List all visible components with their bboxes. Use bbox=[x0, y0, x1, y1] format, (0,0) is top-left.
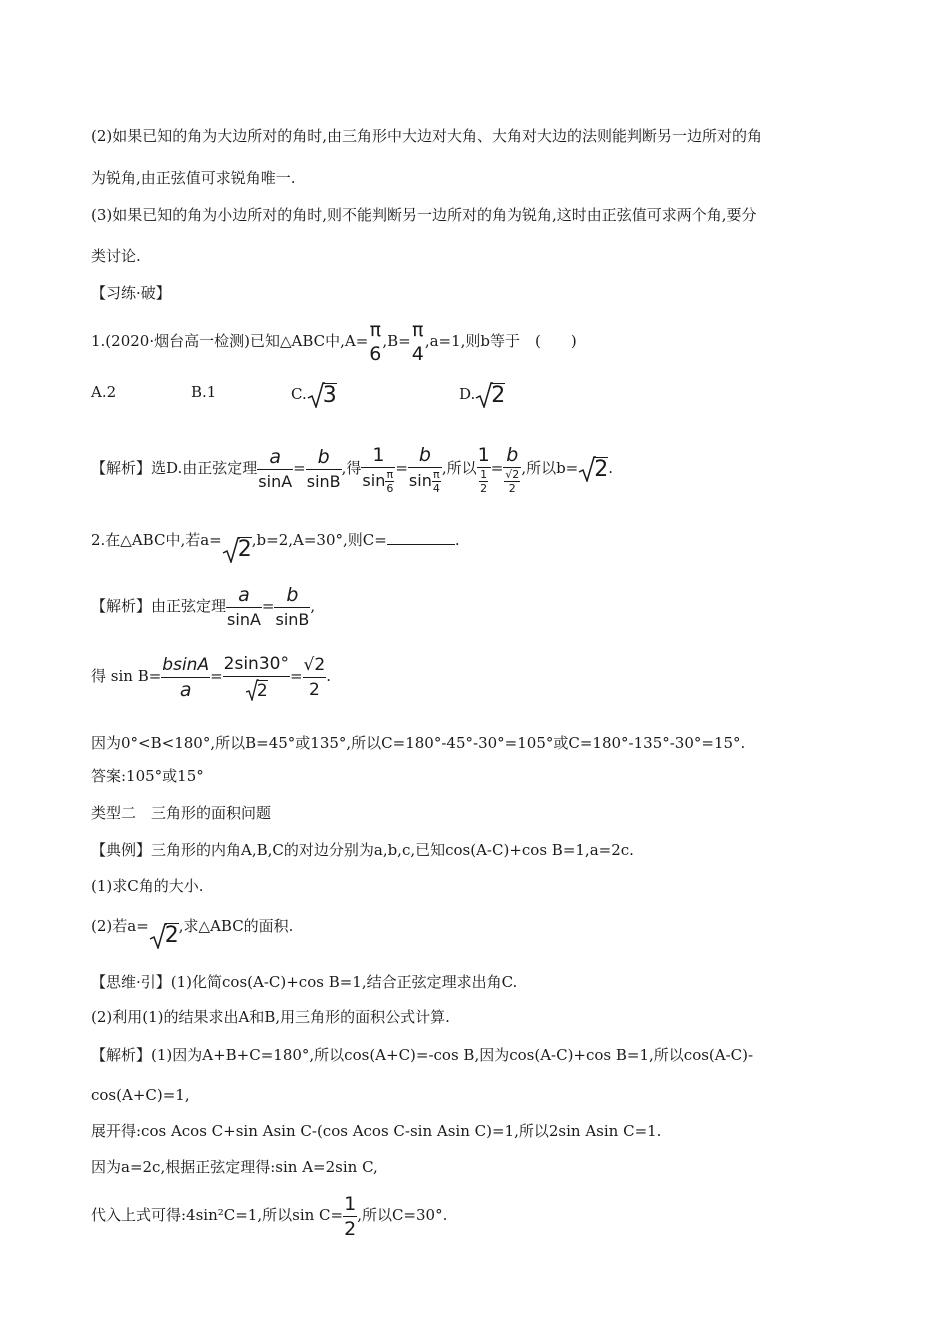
equals: = bbox=[289, 667, 303, 685]
frac-num: π bbox=[386, 468, 394, 481]
para-2-line-2: 为锐角,由正弦值可求锐角唯一. bbox=[91, 169, 296, 187]
option-d bbox=[459, 382, 505, 408]
sol2-text-1: 由正弦定理 bbox=[151, 597, 227, 615]
solution-tag: 【解析】 bbox=[91, 597, 152, 615]
fraction-2sin30-over-root2 bbox=[223, 652, 290, 702]
sol1-text-3: ,所以 bbox=[441, 459, 477, 477]
period: . bbox=[454, 531, 460, 549]
sqrt-2 bbox=[578, 456, 608, 482]
frac-num: 1 bbox=[361, 443, 395, 468]
solution-1 bbox=[91, 440, 613, 496]
sqrt-radicand: 2 bbox=[491, 382, 506, 408]
period: . bbox=[608, 459, 614, 477]
question-1-options bbox=[91, 378, 851, 418]
equals: = bbox=[210, 667, 223, 685]
solution-tag: 【解析】 bbox=[91, 459, 152, 477]
frac-num: π bbox=[369, 319, 382, 341]
q1-suffix: ,a=1,则b等于 ( ) bbox=[424, 332, 577, 350]
frac-num: 1 bbox=[480, 468, 488, 481]
q1-mid: ,B= bbox=[382, 332, 411, 350]
fraction-b-over-sinB bbox=[306, 445, 342, 494]
example-statement: 【典例】三角形的内角A,B,C的对边分别为a,b,c,已知cos(A-C)+cos B=1,a=2c. bbox=[91, 841, 634, 859]
period: . bbox=[326, 667, 331, 685]
fraction-1-over-sin-pi6 bbox=[361, 443, 395, 495]
frac-num: a bbox=[257, 445, 293, 470]
question-2 bbox=[91, 522, 460, 563]
answer-blank bbox=[387, 530, 455, 545]
frac-num: 2sin30° bbox=[223, 652, 290, 677]
sin-label: sin bbox=[362, 471, 386, 490]
frac-num: 1 bbox=[477, 444, 490, 466]
frac-den: 2 bbox=[504, 481, 520, 495]
fraction-1-2 bbox=[479, 468, 488, 495]
frac-num: √2 bbox=[303, 653, 327, 678]
frac-den: 2 bbox=[480, 482, 488, 495]
frac-den: sinB bbox=[306, 471, 341, 491]
sol1-text-4: ,所以b= bbox=[521, 459, 579, 477]
frac-den: 2 bbox=[308, 679, 320, 700]
frac-den: a bbox=[179, 678, 192, 701]
frac-num: a bbox=[226, 583, 262, 608]
example-question-1: (1)求C角的大小. bbox=[91, 877, 204, 895]
sqrt-radicand: 2 bbox=[164, 923, 179, 948]
sqrt-radicand: 2 bbox=[594, 456, 609, 482]
sol1-text-1: 选D.由正弦定理 bbox=[151, 459, 258, 477]
frac-num: b bbox=[274, 583, 310, 608]
fraction-a-over-sinA bbox=[257, 445, 293, 494]
frac-num: π bbox=[433, 468, 440, 481]
option-b: B.1 bbox=[191, 383, 217, 401]
fraction-root2-over-2 bbox=[303, 653, 327, 702]
frac-den: sinA bbox=[258, 471, 293, 491]
equals: = bbox=[490, 459, 504, 477]
equals: = bbox=[395, 459, 408, 477]
fraction-pi-over-6 bbox=[368, 318, 382, 366]
sol2-line2-prefix: 得 sin B= bbox=[91, 667, 162, 685]
fraction-b-over-sinB bbox=[274, 583, 310, 632]
sqrt-3 bbox=[307, 382, 337, 408]
sqrt-radicand: 2 bbox=[256, 680, 268, 701]
sqrt-2 bbox=[149, 923, 179, 949]
think-line-1: 【思维·引】(1)化简cos(A-C)+cos B=1,结合正弦定理求出角C. bbox=[91, 973, 518, 991]
comma: , bbox=[310, 597, 316, 615]
solution-3-line-4: 因为a=2c,根据正弦定理得:sin A=2sin C, bbox=[91, 1158, 378, 1176]
frac-den: 6 bbox=[369, 343, 382, 365]
question-1 bbox=[91, 316, 577, 366]
sqrt-2 bbox=[475, 382, 505, 408]
option-d-label: D. bbox=[459, 385, 476, 403]
q2-prefix: 2.在△ABC中,若a= bbox=[91, 531, 222, 549]
section-type-2: 类型二 三角形的面积问题 bbox=[91, 804, 272, 822]
frac-den: sinA bbox=[227, 609, 261, 629]
fraction-b-over-root2-2 bbox=[503, 443, 521, 495]
solution-2-line-3: 因为0°<B<180°,所以B=45°或135°,所以C=180°-45°-30°=105°或C=180°-135°-30°=15°. bbox=[91, 734, 746, 752]
fraction-b-over-sin-pi4 bbox=[408, 443, 442, 495]
q1-prefix: 1.(2020·烟台高一检测)已知△ABC中,A= bbox=[91, 332, 369, 350]
frac-num: b bbox=[408, 443, 442, 468]
equals: = bbox=[293, 459, 306, 477]
think-line-2: (2)利用(1)的结果求出A和B,用三角形的面积公式计算. bbox=[91, 1008, 450, 1026]
frac-den: 6 bbox=[386, 482, 394, 495]
frac-num: b bbox=[306, 445, 342, 470]
solution-3-line-1: 【解析】(1)因为A+B+C=180°,所以cos(A+C)=-cos B,因为cos(A-C)+cos B=1,所以cos(A-C)- bbox=[91, 1046, 754, 1064]
frac-num: 1 bbox=[344, 1192, 357, 1215]
fraction-pi-6 bbox=[385, 468, 394, 495]
para-3-line-1: (3)如果已知的角为小边所对的角时,则不能判断另一边所对的角为锐角,这时由正弦值可求两个角,要分 bbox=[91, 206, 757, 224]
sol3-line5-prefix: 代入上式可得:4sin²C=1,所以sin C= bbox=[91, 1206, 344, 1224]
fraction-root2-2 bbox=[504, 468, 520, 495]
fraction-bsinA-over-a bbox=[161, 653, 210, 702]
answer-2: 答案:105°或15° bbox=[91, 767, 204, 785]
q2-prefix: (2)若a= bbox=[91, 917, 149, 935]
sqrt-radicand: 2 bbox=[237, 537, 252, 562]
solution-3-line-3: 展开得:cos Acos C+sin Asin C-(cos Acos C-sin Asin C)=1,所以2sin Asin C=1. bbox=[91, 1122, 662, 1140]
sin-label: sin bbox=[408, 471, 432, 490]
solution-2-line-1 bbox=[91, 578, 315, 634]
option-c-label: C. bbox=[291, 385, 307, 403]
q2-suffix: ,求△ABC的面积. bbox=[178, 917, 294, 935]
solution-3-line-2: cos(A+C)=1, bbox=[91, 1086, 190, 1104]
fraction-pi-over-4 bbox=[411, 318, 425, 366]
sqrt-radicand: 3 bbox=[322, 382, 337, 408]
example-question-2 bbox=[91, 908, 293, 949]
frac-num: √2 bbox=[505, 468, 520, 481]
frac-num: π bbox=[412, 319, 424, 341]
para-2-line-1: (2)如果已知的角为大边所对的角时,由三角形中大边对大角、大角对大边的法则能判断另一边所对的角 bbox=[91, 127, 763, 145]
frac-den: sinB bbox=[275, 609, 310, 629]
fraction-pi-4 bbox=[432, 468, 441, 495]
sol1-text-2: ,得 bbox=[341, 459, 362, 477]
frac-num: b bbox=[503, 443, 521, 468]
fraction-1-over-2 bbox=[343, 1192, 357, 1241]
q2-suffix: ,b=2,A=30°,则C= bbox=[251, 531, 387, 549]
sqrt-2 bbox=[245, 678, 268, 702]
solution-3-line-5 bbox=[91, 1190, 447, 1241]
practice-header: 【习练·破】 bbox=[91, 284, 171, 302]
equals: = bbox=[261, 597, 275, 615]
sol3-line5-suffix: ,所以C=30°. bbox=[357, 1206, 448, 1224]
solution-2-line-2 bbox=[91, 646, 331, 706]
frac-num: bsinA bbox=[162, 654, 210, 675]
option-c bbox=[291, 382, 337, 408]
frac-den: 4 bbox=[411, 343, 424, 365]
frac-den: 4 bbox=[432, 482, 440, 495]
sqrt-2 bbox=[222, 537, 252, 563]
fraction-a-over-sinA bbox=[226, 583, 262, 632]
option-a: A.2 bbox=[91, 383, 117, 401]
frac-den: 2 bbox=[344, 1217, 357, 1240]
para-3-line-2: 类讨论. bbox=[91, 247, 141, 265]
fraction-1-over-half bbox=[477, 443, 491, 495]
